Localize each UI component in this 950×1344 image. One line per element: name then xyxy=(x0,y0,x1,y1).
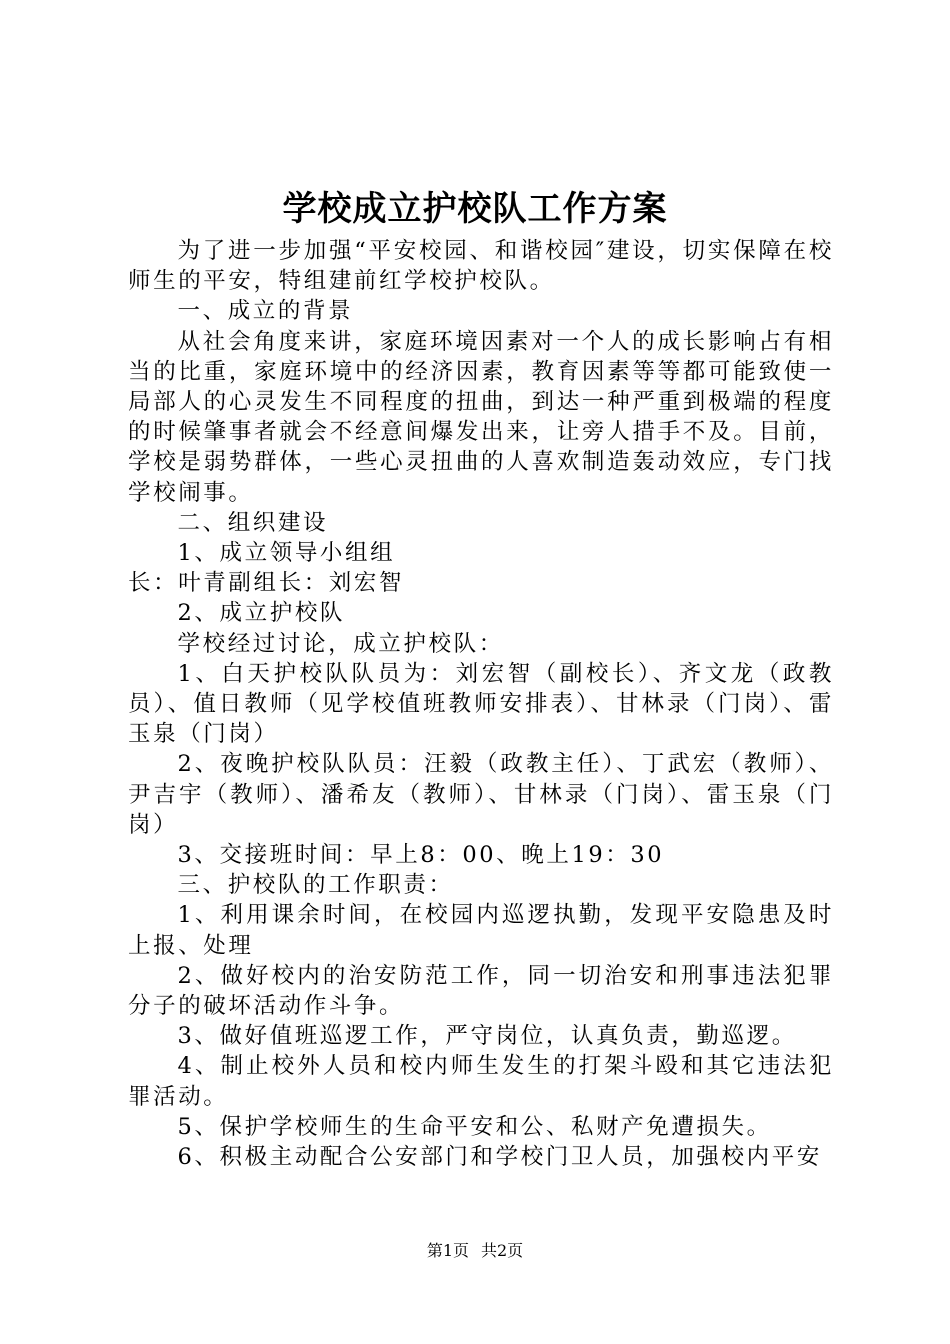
duty-item: 4、制止校外人员和校内师生发生的打架斗殴和其它违法犯罪活动。 xyxy=(128,1053,834,1110)
section-heading-organization: 二、组织建设 xyxy=(177,509,329,536)
duty-item: 5、保护学校师生的生命平安和公、私财产免遭损失。 xyxy=(177,1113,772,1140)
section-heading-duties: 三、护校队的工作职责： xyxy=(177,872,454,899)
subheading-patrol-team: 2、成立护校队 xyxy=(177,600,346,627)
intro-paragraph: 为了进一步加强“平安校园、和谐校园″建设，切实保障在校师生的平安，特组建前红学校护校队。 xyxy=(128,238,834,295)
section-heading-background: 一、成立的背景 xyxy=(177,298,354,325)
subheading-leadership-group: 1、成立领导小组组 xyxy=(177,540,396,567)
page-number-current: 第1页 xyxy=(426,1241,469,1260)
patrol-team-intro: 学校经过讨论，成立护校队： xyxy=(177,630,504,657)
document-body xyxy=(128,236,834,1172)
page-footer xyxy=(0,1240,950,1262)
duty-item: 2、做好校内的治安防范工作，同一切治安和刑事违法犯罪分子的破坏活动作斗争。 xyxy=(128,962,834,1020)
shift-change-time: 3、交接班时间：早上8：00、晚上19：30 xyxy=(177,842,665,869)
leadership-members-line: 长：叶青副组长：刘宏智 xyxy=(128,570,405,597)
background-paragraph: 从社会角度来讲，家庭环境因素对一个人的成长影响占有相当的比重，家庭环境中的经济因素，教育因素等等都可能致使一局部人的心灵发生不同程度的扭曲，到达一种严重到极端的程度的时候肇事者就会不经意间爆发出来，让旁人措手不及。目前，学校是弱势群体，一些心灵扭曲的人喜欢制造轰动效应，专门找学校闹事。 xyxy=(128,328,834,506)
day-patrol-members: 1、白天护校队队员为：刘宏智（副校长）、齐文龙（政教员）、值日教师（见学校值班教师安排表）、甘林录（门岗）、雷玉泉（门岗） xyxy=(128,660,834,748)
document-title: 学校成立护校队工作方案 xyxy=(282,189,668,229)
duty-item: 3、做好值班巡逻工作，严守岗位，认真负责，勤巡逻。 xyxy=(177,1023,797,1050)
duty-item: 1、利用课余时间，在校园内巡逻执勤，发现平安隐患及时上报、处理 xyxy=(128,902,834,959)
night-patrol-members: 2、夜晚护校队队员：汪毅（政教主任）、丁武宏（教师）、尹吉宇（教师）、潘希友（教师）、甘林录（门岗）、雷玉泉（门岗） xyxy=(128,751,834,838)
duty-item: 6、积极主动配合公安部门和学校门卫人员，加强校内平安 xyxy=(177,1144,822,1171)
page-number-total: 共2页 xyxy=(481,1241,524,1260)
